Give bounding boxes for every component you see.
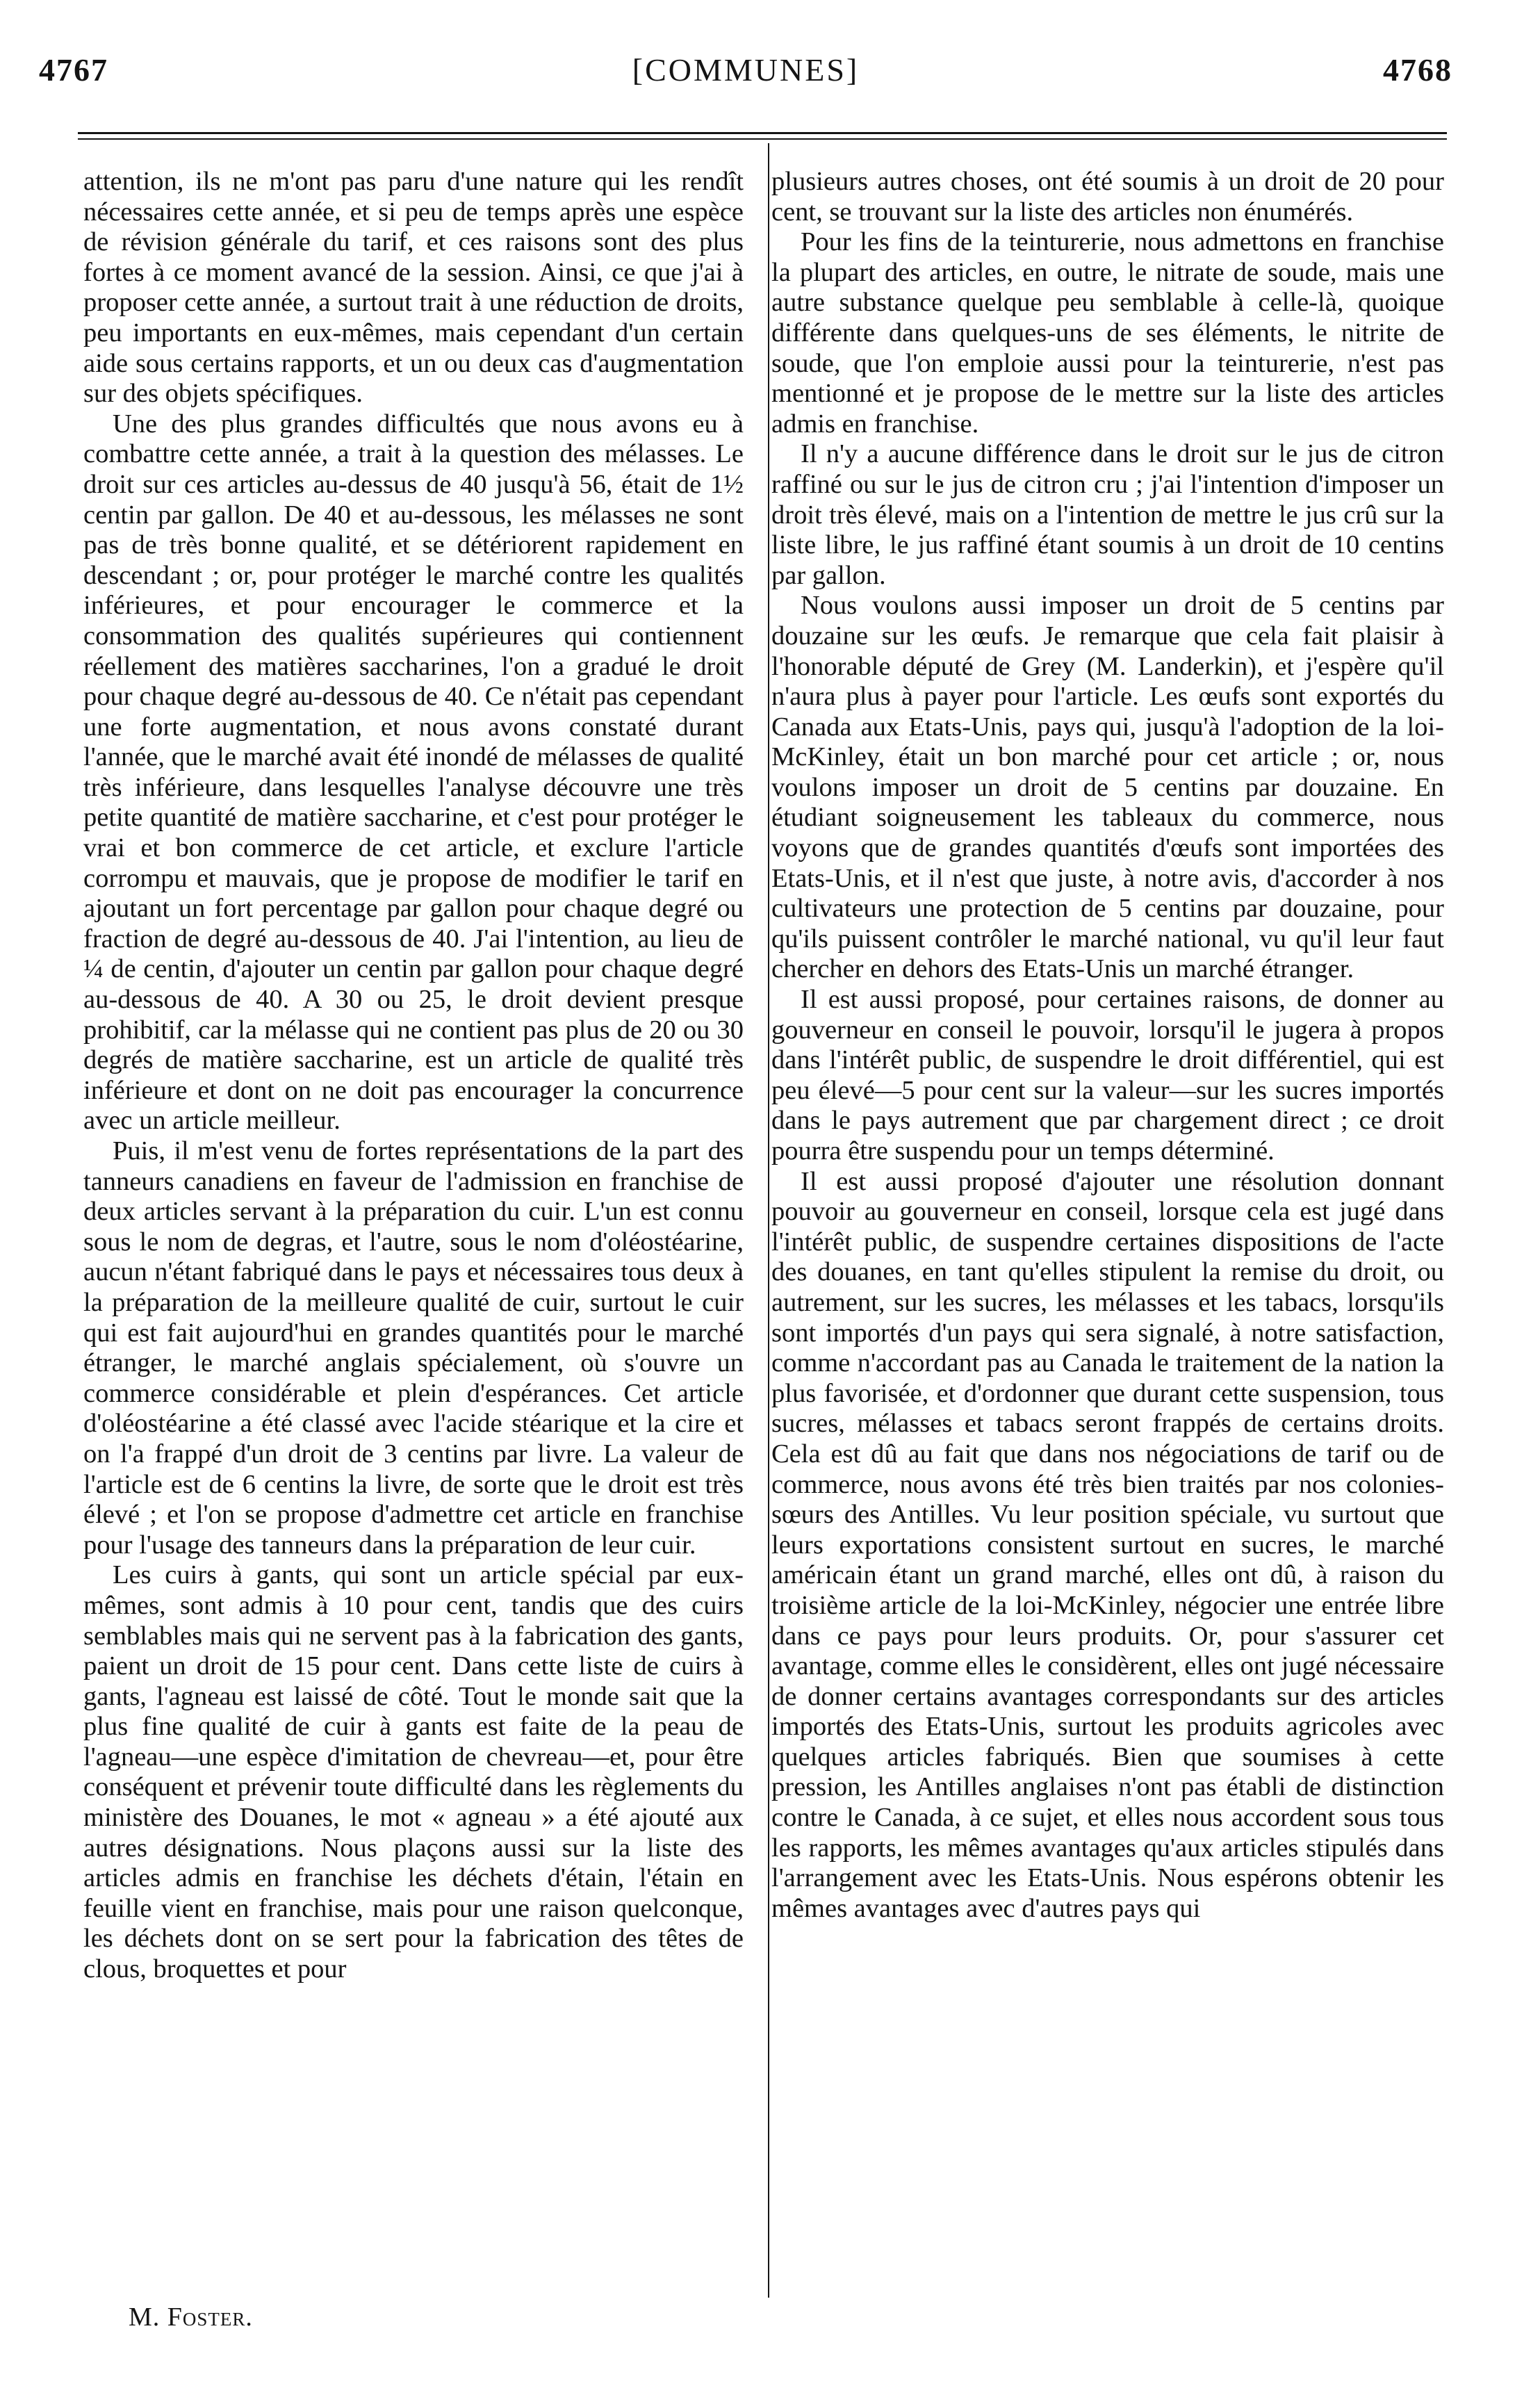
right-column [771, 167, 1444, 1924]
paragraph: Pour les fins de la teinturerie, nous admettons en franchise la plupart des articles, en outre, le nitrate de soude, mais une autre substance quelque peu semblable à celle-là, quoique différente dans quelques-uns de ses éléments, le nitrite de soude, que l'on emploie aussi pour la teinturerie, n'est pas mentionné et je propose de le mettre sur la liste des articles admis en franchise. [771, 227, 1444, 439]
paragraph: Puis, il m'est venu de fortes représentations de la part des tanneurs canadiens en faveur de l'admission en franchise de deux articles servant à la préparation du cuir. L'un est connu sous le nom de degras, et l'autre, sous le nom d'oléostéarine, aucun n'étant fabriqué dans le pays et nécessaires tous deux à la préparation de la meilleure qualité de cuir, surtout le cuir qui est fait aujourd'hui en grandes quantités pour le marché étranger, le marché anglais spécialement, où s'ouvre un commerce considérable et plein d'espérances. Cet article d'oléostéarine a été classé avec l'acide stéarique et la cire et on l'a frappé d'un droit de 3 centins par livre. La valeur de l'article est de 6 centins la livre, de sorte que le droit est très élevé ; et l'on se propose d'admettre cet article en franchise pour l'usage des tanneurs dans la préparation de leur cuir. [83, 1136, 744, 1560]
paragraph: plusieurs autres choses, ont été soumis à un droit de 20 pour cent, se trouvant sur la liste des articles non énumérés. [771, 167, 1444, 227]
paragraph: Une des plus grandes difficultés que nous avons eu à combattre cette année, a trait à la question des mélasses. Le droit sur ces articles au-dessus de 40 jusqu'à 56, était de 1½ centin par gallon. De 40 et au-dessous, les mélasses ne sont pas de très bonne qualité, et se détériorent rapidement en descendant ; or, pour protéger le marché contre les qualités inférieures, et pour encourager le commerce et la consommation des qualités supérieures qui contiennent réellement des matières saccharines, l'on a gradué le droit pour chaque degré au-dessous de 40. Ce n'était pas cependant une forte augmentation, et nous avons constaté durant l'année, que le marché avait été inondé de mélasses de qualité très inférieure, dans lesquelles l'analyse découvre une très petite quantité de matière saccharine, et c'est pour protéger le vrai et bon commerce de cet article, et exclure l'article corrompu et mauvais, que je propose de modifier le tarif en ajoutant un fort percentage par gallon pour chaque degré ou fraction de degré au-dessous de 40. J'ai l'intention, au lieu de ¼ de centin, d'ajouter un centin par gallon pour chaque degré au-dessous de 40. A 30 ou 25, le droit devient presque prohibitif, car la mélasse qui ne contient pas plus de 20 ou 30 degrés de matière saccharine, est un article de qualité très inférieure et dont on ne doit pas encourager la concurrence avec un article meilleur. [83, 409, 744, 1136]
paragraph: Nous voulons aussi imposer un droit de 5 centins par douzaine sur les œufs. Je remarque que cela fait plaisir à l'honorable député de Grey (M. Landerkin), et j'espère qu'il n'aura plus à payer pour l'article. Les œufs sont exportés du Canada aux Etats-Unis, pays qui, jusqu'à l'adoption de la loi-McKinley, était un bon marché pour cet article ; or, nous voulons imposer un droit de 5 centins par douzaine. En étudiant soigneusement les tableaux du commerce, nous voyons que de grandes quantités d'œufs sont importées des Etats-Unis, et il n'est que juste, à notre avis, d'accorder à nos cultivateurs une protection de 5 centins par douzaine, pour qu'ils puissent contrôler le marché national, vu qu'il leur faut chercher en dehors des Etats-Unis un marché étranger. [771, 591, 1444, 984]
page-header [39, 47, 1452, 96]
speaker-name: M. Foster. [129, 2303, 253, 2332]
page-number-left: 4767 [39, 52, 108, 88]
page-number-right: 4768 [1383, 52, 1452, 88]
header-rule-bottom [78, 138, 1447, 140]
paragraph: Il n'y a aucune différence dans le droit sur le jus de citron raffiné ou sur le jus de citron cru ; j'ai l'intention d'imposer un droit très élevé, mais on a l'intention de mettre le jus crû sur la liste libre, le jus raffiné étant soumis à un droit de 10 centins par gallon. [771, 439, 1444, 590]
column-separator [768, 143, 769, 2298]
header-rule-top [78, 132, 1447, 134]
paragraph: attention, ils ne m'ont pas paru d'une nature qui les rendît nécessaires cette année, et si peu de temps après une espèce de révision générale du tarif, et ces raisons sont des plus fortes à ce moment avancé de la session. Ainsi, ce que j'ai à proposer cette année, a surtout trait à une réduction de droits, peu importants en eux-mêmes, mais cependant d'un certain aide sous certains rapports, et un ou deux cas d'augmentation sur des objets spécifiques. [83, 167, 744, 409]
section-title: [COMMUNES] [632, 52, 860, 88]
paragraph: Il est aussi proposé d'ajouter une résolution donnant pouvoir au gouverneur en conseil, lorsque cela est jugé dans l'intérêt public, de suspendre certaines dispositions de l'acte des douanes, en tant qu'elles stipulent la remise du droit, ou autrement, sur les sucres, les mélasses et les tabacs, lorsqu'ils sont importés d'un pays qui sera signalé, à notre satisfaction, comme n'accordant pas au Canada le traitement de la nation la plus favorisée, et d'ordonner que durant cette suspension, tous sucres, mélasses et tabacs seront frappés de certains droits. Cela est dû au fait que dans nos négociations de tarif ou de commerce, nous avons été très bien traités par nos colonies-sœurs des Antilles. Vu leur position spéciale, vu surtout que leurs exportations consistent surtout en sucres, le marché américain étant un grand marché, elles ont dû, à raison du troisième article de la loi-McKinley, négocier une entrée libre dans ce pays pour leurs produits. Or, pour s'assurer cet avantage, comme elles le considèrent, elles ont jugé nécessaire de donner certains avantages correspondants sur des articles importés des Etats-Unis, surtout les produits agricoles avec quelques articles fabriqués. Bien que soumises à cette pression, les Antilles anglaises n'ont pas établi de distinction contre le Canada, à ce sujet, et elles nous accordent sous tous les rapports, les mêmes avantages qu'aux articles stipulés dans l'arrangement avec les Etats-Unis. Nous espérons obtenir les mêmes avantages avec d'autres pays qui [771, 1166, 1444, 1923]
paragraph: Les cuirs à gants, qui sont un article spécial par eux-mêmes, sont admis à 10 pour cent, tandis que des cuirs semblables mais qui ne servent pas à la fabrication des gants, paient un droit de 15 pour cent. Dans cette liste de cuirs à gants, l'agneau est laissé de côté. Tout le monde sait que la plus fine qualité de cuir à gants est faite de la peau de l'agneau—une espèce d'imitation de chevreau—et, pour être conséquent et prévenir toute difficulté dans les règlements du ministère des Douanes, le mot « agneau » a été ajouté aux autres désignations. Nous plaçons aussi sur la liste des articles admis en franchise les déchets d'étain, l'étain en feuille vient en franchise, mais pour une raison quelconque, les déchets dont on se sert pour la fabrication des têtes de clous, broquettes et pour [83, 1560, 744, 1984]
left-column [83, 167, 744, 1985]
paragraph: Il est aussi proposé, pour certaines raisons, de donner au gouverneur en conseil le pouvoir, lorsqu'il le jugera à propos dans l'intérêt public, de suspendre le droit différentiel, qui est peu élevé—5 pour cent sur la valeur—sur les sucres importés dans le pays autrement que par chargement direct ; ce droit pourra être suspendu pour un temps déterminé. [771, 985, 1444, 1166]
